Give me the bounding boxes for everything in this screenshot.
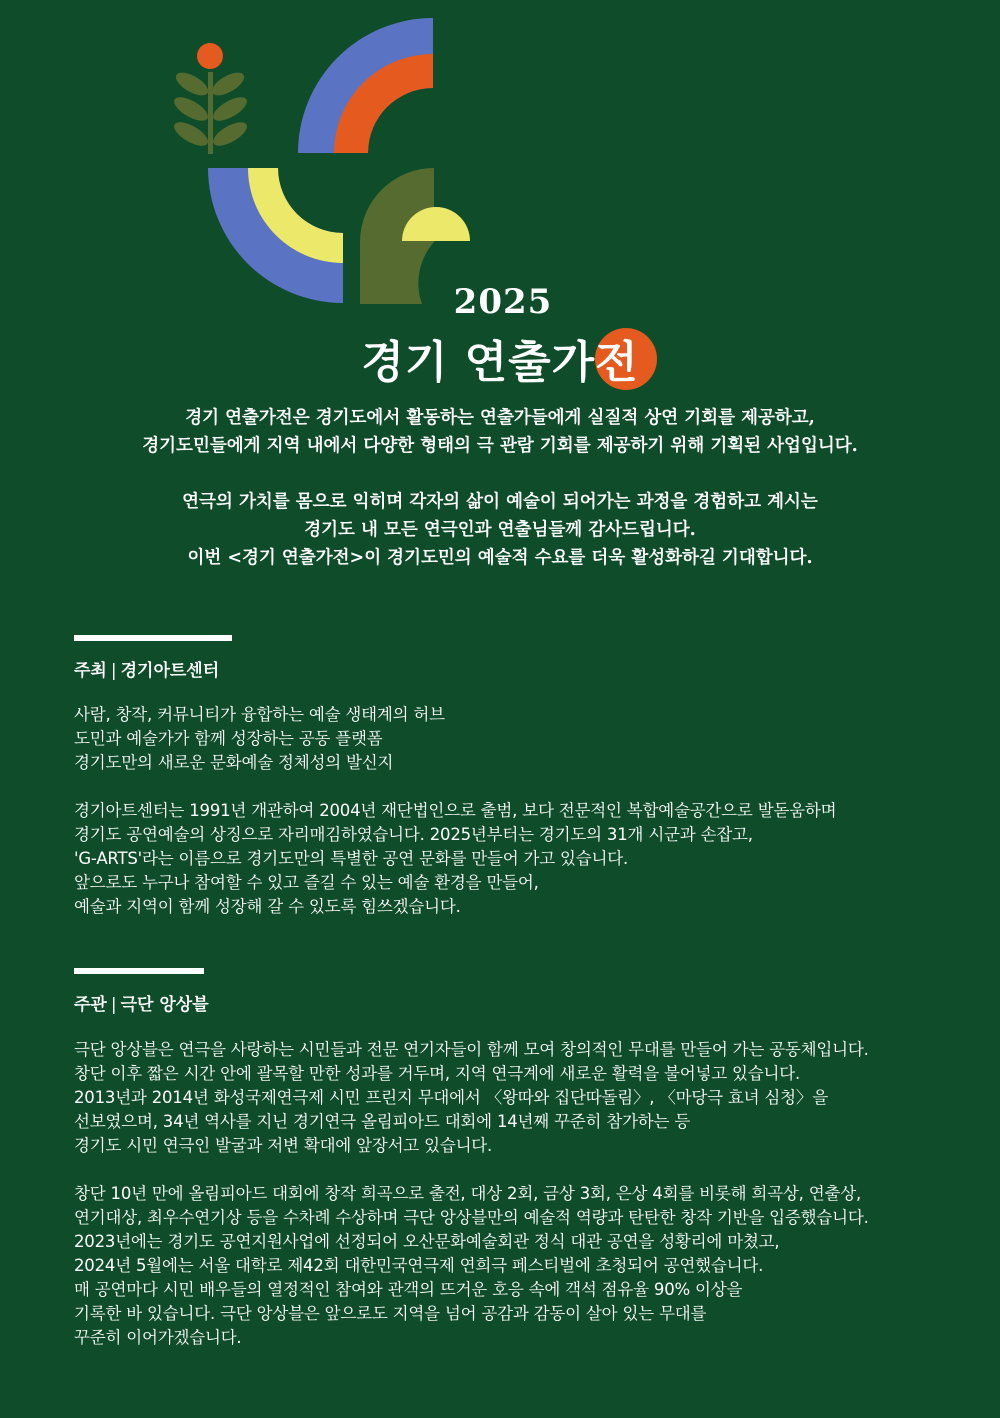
organizer-body-line: 창단 이후 짧은 시간 안에 괄목할 만한 성과를 거두며, 지역 연극계에 새로운 활력을 불어넣고 있습니다. [74, 1064, 801, 1083]
organizer-heading: 주관 | 극단 앙상블 [74, 995, 209, 1015]
organizer-body-line: 꾸준히 이어가겠습니다. [74, 1328, 242, 1347]
host-body [74, 703, 974, 919]
section-divider [74, 635, 232, 641]
host-name: 경기아트센터 [120, 661, 220, 681]
intro-line: 이번 <경기 연출가전>이 경기도민의 예술적 수요를 더욱 활성화하길 기대합니다. [187, 548, 813, 568]
intro-line: 경기도민들에게 지역 내에서 다양한 형태의 극 관람 기회를 제공하기 위해 기획된 사업입니다. [142, 436, 858, 456]
intro-line: 연극의 가치를 몸으로 익히며 각자의 삶이 예술이 되어가는 과정을 경험하고 계시는 [182, 492, 818, 512]
host-heading: 주최 | 경기아트센터 [74, 661, 220, 681]
organizer-body-line: 기록한 바 있습니다. 극단 앙상블은 앞으로도 지역을 넘어 공감과 감동이 살아 있는 무대를 [74, 1304, 707, 1323]
festival-title-text: 경기 연출가전 [361, 337, 639, 388]
organizer-body [74, 1038, 974, 1350]
festival-year: 2025 [453, 282, 553, 322]
organizer-body-line: 극단 앙상블은 연극을 사랑하는 시민들과 전문 연기자들이 함께 모여 창의적인 무대를 만들어 가는 공동체입니다. [74, 1040, 869, 1059]
organizer-body-line: 경기도 시민 연극인 발굴과 저변 확대에 앞장서고 있습니다. [74, 1136, 493, 1155]
intro-line: 경기도 내 모든 연극인과 연출님들께 감사드립니다. [304, 520, 696, 540]
intro-line: 경기 연출가전은 경기도에서 활동하는 연출가들에게 실질적 상연 기회를 제공하고, [185, 408, 815, 428]
organizer-body-line: 2023년에는 경기도 공연지원사업에 선정되어 오산문화예술회관 정식 대관 공연을 성황리에 마쳤고, [74, 1232, 780, 1251]
organizer-role: 주관 [74, 995, 107, 1015]
section-divider [74, 968, 204, 974]
intro-text [40, 404, 960, 572]
sprout-bud [197, 43, 223, 69]
host-body-line: 'G-ARTS'라는 이름으로 경기도만의 특별한 공연 문화를 만들어 가고 있습니다. [74, 849, 629, 868]
festival-logo [160, 14, 480, 304]
organizer-body-line: 2013년과 2014년 화성국제연극제 시민 프린지 무대에서 〈왕따와 집단따돌림〉, 〈마당극 효녀 심청〉을 [74, 1088, 828, 1107]
organizer-name: 극단 앙상블 [120, 995, 209, 1015]
organizer-body-line: 창단 10년 만에 올림피아드 대회에 창작 희곡으로 출전, 대상 2회, 금상 3회, 은상 4회를 비롯해 희곡상, 연출상, [74, 1184, 861, 1203]
host-body-line: 경기아트센터는 1991년 개관하여 2004년 재단법인으로 출범, 보다 전문적인 복합예술공간으로 발돋움하며 [74, 801, 837, 820]
organizer-body-line: 매 공연마다 시민 배우들의 열정적인 참여와 관객의 뜨거운 호응 속에 객석 점유율 90% 이상을 [74, 1280, 743, 1299]
host-role: 주최 [74, 661, 107, 681]
festival-title [361, 326, 638, 390]
organizer-body-line: 선보였으며, 34년 역사를 지닌 경기연극 올림피아드 대회에 14년째 꾸준히 참가하는 등 [74, 1112, 691, 1131]
organizer-body-line: 연기대상, 최우수연기상 등을 수차례 수상하며 극단 앙상블만의 예술적 역량과 탄탄한 창작 기반을 입증했습니다. [74, 1208, 869, 1227]
host-body-line: 경기도 공연예술의 상징으로 자리매김하였습니다. 2025년부터는 경기도의 31개 시군과 손잡고, [74, 825, 753, 844]
organizer-body-line: 2024년 5월에는 서울 대학로 제42회 대한민국연극제 연희극 페스티벌에 초청되어 공연했습니다. [74, 1256, 764, 1275]
host-tagline-line: 경기도만의 새로운 문화예술 정체성의 발신지 [74, 753, 394, 772]
host-body-line: 앞으로도 누구나 참여할 수 있고 즐길 수 있는 예술 환경을 만들어, [74, 873, 539, 892]
host-tagline-line: 사람, 창작, 커뮤니티가 융합하는 예술 생태계의 허브 [74, 705, 445, 724]
sprout-stem [208, 72, 213, 154]
host-tagline-line: 도민과 예술가가 함께 성장하는 공동 플랫폼 [74, 729, 383, 748]
host-body-line: 예술과 지역이 함께 성장해 갈 수 있도록 힘쓰겠습니다. [74, 897, 461, 916]
